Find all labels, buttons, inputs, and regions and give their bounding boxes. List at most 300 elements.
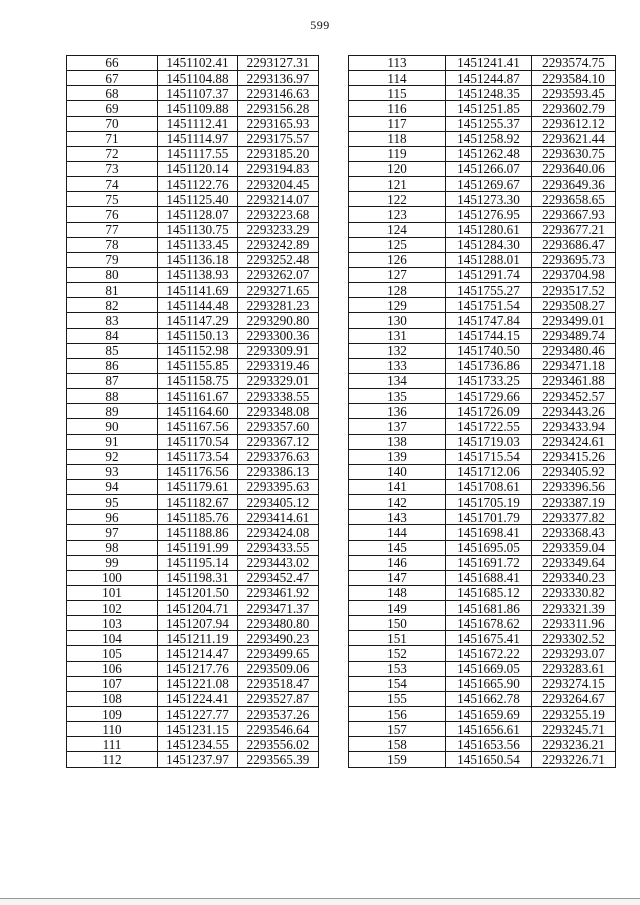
- y-coordinate-cell: 2293602.79: [532, 101, 616, 116]
- table-row: [67, 71, 319, 86]
- x-coordinate-cell: 1451179.61: [158, 479, 238, 494]
- y-coordinate-cell: 2293274.15: [532, 676, 616, 691]
- x-coordinate-cell: 1451234.55: [158, 737, 238, 752]
- y-coordinate-cell: 2293175.57: [238, 131, 319, 146]
- y-coordinate-cell: 2293704.98: [532, 267, 616, 282]
- x-coordinate-cell: 1451237.97: [158, 752, 238, 767]
- table-row: [67, 752, 319, 767]
- x-coordinate-cell: 1451681.86: [446, 601, 532, 616]
- y-coordinate-cell: 2293489.74: [532, 328, 616, 343]
- x-coordinate-cell: 1451650.54: [446, 752, 532, 767]
- y-coordinate-cell: 2293236.21: [532, 737, 616, 752]
- x-coordinate-cell: 1451255.37: [446, 116, 532, 131]
- x-coordinate-cell: 1451273.30: [446, 192, 532, 207]
- y-coordinate-cell: 2293357.60: [238, 419, 319, 434]
- table-row: [349, 343, 616, 358]
- table-row: [349, 56, 616, 71]
- x-coordinate-cell: 1451719.03: [446, 434, 532, 449]
- point-number-cell: 98: [67, 540, 158, 555]
- point-number-cell: 132: [349, 343, 446, 358]
- y-coordinate-cell: 2293387.19: [532, 495, 616, 510]
- table-row: [67, 192, 319, 207]
- table-row: [349, 540, 616, 555]
- point-number-cell: 90: [67, 419, 158, 434]
- point-number-cell: 94: [67, 479, 158, 494]
- table-row: [67, 177, 319, 192]
- table-row: [349, 116, 616, 131]
- point-number-cell: 84: [67, 328, 158, 343]
- x-coordinate-cell: 1451227.77: [158, 707, 238, 722]
- point-number-cell: 128: [349, 283, 446, 298]
- point-number-cell: 92: [67, 449, 158, 464]
- x-coordinate-cell: 1451733.25: [446, 373, 532, 388]
- point-number-cell: 122: [349, 192, 446, 207]
- point-number-cell: 114: [349, 71, 446, 86]
- y-coordinate-cell: 2293338.55: [238, 389, 319, 404]
- x-coordinate-cell: 1451109.88: [158, 101, 238, 116]
- x-coordinate-cell: 1451133.45: [158, 237, 238, 252]
- table-row: [349, 131, 616, 146]
- y-coordinate-cell: 2293424.08: [238, 525, 319, 540]
- y-coordinate-cell: 2293471.37: [238, 601, 319, 616]
- y-coordinate-cell: 2293415.26: [532, 449, 616, 464]
- table-row: [349, 252, 616, 267]
- x-coordinate-cell: 1451207.94: [158, 616, 238, 631]
- table-row: [349, 646, 616, 661]
- point-number-cell: 75: [67, 192, 158, 207]
- x-coordinate-cell: 1451653.56: [446, 737, 532, 752]
- table-row: [349, 283, 616, 298]
- y-coordinate-cell: 2293396.56: [532, 479, 616, 494]
- y-coordinate-cell: 2293329.01: [238, 373, 319, 388]
- table-row: [349, 373, 616, 388]
- table-row: [349, 161, 616, 176]
- point-number-cell: 135: [349, 389, 446, 404]
- table-row: [67, 161, 319, 176]
- y-coordinate-cell: 2293386.13: [238, 464, 319, 479]
- point-number-cell: 67: [67, 71, 158, 86]
- point-number-cell: 113: [349, 56, 446, 71]
- point-number-cell: 105: [67, 646, 158, 661]
- point-number-cell: 147: [349, 570, 446, 585]
- y-coordinate-cell: 2293499.65: [238, 646, 319, 661]
- point-number-cell: 115: [349, 86, 446, 101]
- point-number-cell: 89: [67, 404, 158, 419]
- y-coordinate-cell: 2293452.47: [238, 570, 319, 585]
- x-coordinate-cell: 1451136.18: [158, 252, 238, 267]
- y-coordinate-cell: 2293233.29: [238, 222, 319, 237]
- point-number-cell: 106: [67, 661, 158, 676]
- point-number-cell: 78: [67, 237, 158, 252]
- table-row: [67, 419, 319, 434]
- table-row: [349, 737, 616, 752]
- table-row: [67, 449, 319, 464]
- table-row: [349, 676, 616, 691]
- x-coordinate-cell: 1451701.79: [446, 510, 532, 525]
- y-coordinate-cell: 2293452.57: [532, 389, 616, 404]
- point-number-cell: 95: [67, 495, 158, 510]
- y-coordinate-cell: 2293293.07: [532, 646, 616, 661]
- y-coordinate-cell: 2293300.36: [238, 328, 319, 343]
- point-number-cell: 150: [349, 616, 446, 631]
- table-row: [349, 419, 616, 434]
- point-number-cell: 156: [349, 707, 446, 722]
- x-coordinate-cell: 1451705.19: [446, 495, 532, 510]
- y-coordinate-cell: 2293508.27: [532, 298, 616, 313]
- point-number-cell: 111: [67, 737, 158, 752]
- y-coordinate-cell: 2293695.73: [532, 252, 616, 267]
- x-coordinate-cell: 1451712.06: [446, 464, 532, 479]
- x-coordinate-cell: 1451231.15: [158, 722, 238, 737]
- coordinates-table-right: [348, 55, 616, 768]
- point-number-cell: 149: [349, 601, 446, 616]
- point-number-cell: 158: [349, 737, 446, 752]
- point-number-cell: 125: [349, 237, 446, 252]
- point-number-cell: 137: [349, 419, 446, 434]
- point-number-cell: 159: [349, 752, 446, 767]
- y-coordinate-cell: 2293185.20: [238, 146, 319, 161]
- x-coordinate-cell: 1451185.76: [158, 510, 238, 525]
- table-row: [349, 389, 616, 404]
- table-row: [349, 601, 616, 616]
- point-number-cell: 101: [67, 585, 158, 600]
- x-coordinate-cell: 1451170.54: [158, 434, 238, 449]
- x-coordinate-cell: 1451214.47: [158, 646, 238, 661]
- point-number-cell: 119: [349, 146, 446, 161]
- y-coordinate-cell: 2293527.87: [238, 691, 319, 706]
- y-coordinate-cell: 2293214.07: [238, 192, 319, 207]
- point-number-cell: 99: [67, 555, 158, 570]
- y-coordinate-cell: 2293127.31: [238, 56, 319, 71]
- point-number-cell: 83: [67, 313, 158, 328]
- x-coordinate-cell: 1451740.50: [446, 343, 532, 358]
- table-row: [67, 267, 319, 282]
- point-number-cell: 69: [67, 101, 158, 116]
- table-row: [67, 252, 319, 267]
- point-number-cell: 127: [349, 267, 446, 282]
- x-coordinate-cell: 1451161.67: [158, 389, 238, 404]
- x-coordinate-cell: 1451128.07: [158, 207, 238, 222]
- point-number-cell: 76: [67, 207, 158, 222]
- y-coordinate-cell: 2293226.71: [532, 752, 616, 767]
- point-number-cell: 121: [349, 177, 446, 192]
- y-coordinate-cell: 2293593.45: [532, 86, 616, 101]
- table-row: [349, 434, 616, 449]
- x-coordinate-cell: 1451125.40: [158, 192, 238, 207]
- point-number-cell: 126: [349, 252, 446, 267]
- point-number-cell: 139: [349, 449, 446, 464]
- x-coordinate-cell: 1451150.13: [158, 328, 238, 343]
- table-row: [349, 616, 616, 631]
- y-coordinate-cell: 2293461.88: [532, 373, 616, 388]
- table-row: [67, 631, 319, 646]
- table-row: [67, 691, 319, 706]
- table-row: [349, 707, 616, 722]
- point-number-cell: 157: [349, 722, 446, 737]
- point-number-cell: 148: [349, 585, 446, 600]
- x-coordinate-cell: 1451744.15: [446, 328, 532, 343]
- table-row: [349, 495, 616, 510]
- y-coordinate-cell: 2293471.18: [532, 358, 616, 373]
- x-coordinate-cell: 1451665.90: [446, 676, 532, 691]
- point-number-cell: 136: [349, 404, 446, 419]
- point-number-cell: 74: [67, 177, 158, 192]
- point-number-cell: 138: [349, 434, 446, 449]
- point-number-cell: 107: [67, 676, 158, 691]
- y-coordinate-cell: 2293242.89: [238, 237, 319, 252]
- point-number-cell: 104: [67, 631, 158, 646]
- point-number-cell: 102: [67, 601, 158, 616]
- y-coordinate-cell: 2293414.61: [238, 510, 319, 525]
- point-number-cell: 110: [67, 722, 158, 737]
- y-coordinate-cell: 2293252.48: [238, 252, 319, 267]
- point-number-cell: 120: [349, 161, 446, 176]
- y-coordinate-cell: 2293271.65: [238, 283, 319, 298]
- x-coordinate-cell: 1451262.48: [446, 146, 532, 161]
- x-coordinate-cell: 1451736.86: [446, 358, 532, 373]
- y-coordinate-cell: 2293321.39: [532, 601, 616, 616]
- table-row: [349, 222, 616, 237]
- point-number-cell: 134: [349, 373, 446, 388]
- x-coordinate-cell: 1451715.54: [446, 449, 532, 464]
- y-coordinate-cell: 2293584.10: [532, 71, 616, 86]
- x-coordinate-cell: 1451695.05: [446, 540, 532, 555]
- table-row: [349, 752, 616, 767]
- x-coordinate-cell: 1451211.19: [158, 631, 238, 646]
- table-row: [349, 101, 616, 116]
- y-coordinate-cell: 2293405.92: [532, 464, 616, 479]
- point-number-cell: 97: [67, 525, 158, 540]
- x-coordinate-cell: 1451155.85: [158, 358, 238, 373]
- y-coordinate-cell: 2293461.92: [238, 585, 319, 600]
- x-coordinate-cell: 1451158.75: [158, 373, 238, 388]
- table-row: [67, 116, 319, 131]
- x-coordinate-cell: 1451141.69: [158, 283, 238, 298]
- point-number-cell: 108: [67, 691, 158, 706]
- y-coordinate-cell: 2293319.46: [238, 358, 319, 373]
- x-coordinate-cell: 1451104.88: [158, 71, 238, 86]
- y-coordinate-cell: 2293621.44: [532, 131, 616, 146]
- x-coordinate-cell: 1451107.37: [158, 86, 238, 101]
- x-coordinate-cell: 1451251.85: [446, 101, 532, 116]
- point-number-cell: 100: [67, 570, 158, 585]
- y-coordinate-cell: 2293433.55: [238, 540, 319, 555]
- y-coordinate-cell: 2293565.39: [238, 752, 319, 767]
- point-number-cell: 154: [349, 676, 446, 691]
- y-coordinate-cell: 2293630.75: [532, 146, 616, 161]
- table-row: [67, 237, 319, 252]
- point-number-cell: 140: [349, 464, 446, 479]
- table-row: [67, 707, 319, 722]
- y-coordinate-cell: 2293348.08: [238, 404, 319, 419]
- x-coordinate-cell: 1451269.67: [446, 177, 532, 192]
- y-coordinate-cell: 2293667.93: [532, 207, 616, 222]
- point-number-cell: 153: [349, 661, 446, 676]
- table-row: [349, 631, 616, 646]
- point-number-cell: 72: [67, 146, 158, 161]
- y-coordinate-cell: 2293443.02: [238, 555, 319, 570]
- coordinates-table-left: [66, 55, 319, 768]
- y-coordinate-cell: 2293537.26: [238, 707, 319, 722]
- x-coordinate-cell: 1451755.27: [446, 283, 532, 298]
- y-coordinate-cell: 2293405.12: [238, 495, 319, 510]
- y-coordinate-cell: 2293433.94: [532, 419, 616, 434]
- x-coordinate-cell: 1451152.98: [158, 343, 238, 358]
- table-row: [67, 358, 319, 373]
- x-coordinate-cell: 1451266.07: [446, 161, 532, 176]
- table-row: [67, 661, 319, 676]
- y-coordinate-cell: 2293612.12: [532, 116, 616, 131]
- point-number-cell: 151: [349, 631, 446, 646]
- table-row: [349, 449, 616, 464]
- table-row: [349, 570, 616, 585]
- y-coordinate-cell: 2293311.96: [532, 616, 616, 631]
- x-coordinate-cell: 1451198.31: [158, 570, 238, 585]
- table-row: [67, 328, 319, 343]
- y-coordinate-cell: 2293359.04: [532, 540, 616, 555]
- table-row: [67, 464, 319, 479]
- x-coordinate-cell: 1451167.56: [158, 419, 238, 434]
- point-number-cell: 118: [349, 131, 446, 146]
- x-coordinate-cell: 1451122.76: [158, 177, 238, 192]
- table-row: [67, 646, 319, 661]
- table-row: [67, 722, 319, 737]
- x-coordinate-cell: 1451144.48: [158, 298, 238, 313]
- y-coordinate-cell: 2293290.80: [238, 313, 319, 328]
- y-coordinate-cell: 2293349.64: [532, 555, 616, 570]
- point-number-cell: 109: [67, 707, 158, 722]
- x-coordinate-cell: 1451120.14: [158, 161, 238, 176]
- table-row: [67, 676, 319, 691]
- table-row: [349, 207, 616, 222]
- table-row: [349, 479, 616, 494]
- x-coordinate-cell: 1451112.41: [158, 116, 238, 131]
- point-number-cell: 155: [349, 691, 446, 706]
- point-number-cell: 112: [67, 752, 158, 767]
- point-number-cell: 66: [67, 56, 158, 71]
- y-coordinate-cell: 2293368.43: [532, 525, 616, 540]
- point-number-cell: 129: [349, 298, 446, 313]
- point-number-cell: 70: [67, 116, 158, 131]
- point-number-cell: 88: [67, 389, 158, 404]
- point-number-cell: 77: [67, 222, 158, 237]
- table-row: [349, 661, 616, 676]
- y-coordinate-cell: 2293424.61: [532, 434, 616, 449]
- x-coordinate-cell: 1451204.71: [158, 601, 238, 616]
- x-coordinate-cell: 1451685.12: [446, 585, 532, 600]
- y-coordinate-cell: 2293556.02: [238, 737, 319, 752]
- x-coordinate-cell: 1451221.08: [158, 676, 238, 691]
- y-coordinate-cell: 2293686.47: [532, 237, 616, 252]
- table-row: [349, 328, 616, 343]
- table-row: [349, 404, 616, 419]
- x-coordinate-cell: 1451195.14: [158, 555, 238, 570]
- table-row: [349, 267, 616, 282]
- x-coordinate-cell: 1451224.41: [158, 691, 238, 706]
- table-row: [349, 585, 616, 600]
- table-row: [67, 343, 319, 358]
- x-coordinate-cell: 1451672.22: [446, 646, 532, 661]
- point-number-cell: 124: [349, 222, 446, 237]
- x-coordinate-cell: 1451176.56: [158, 464, 238, 479]
- point-number-cell: 144: [349, 525, 446, 540]
- x-coordinate-cell: 1451138.93: [158, 267, 238, 282]
- x-coordinate-cell: 1451675.41: [446, 631, 532, 646]
- x-coordinate-cell: 1451747.84: [446, 313, 532, 328]
- x-coordinate-cell: 1451173.54: [158, 449, 238, 464]
- x-coordinate-cell: 1451688.41: [446, 570, 532, 585]
- table-row: [67, 283, 319, 298]
- x-coordinate-cell: 1451164.60: [158, 404, 238, 419]
- y-coordinate-cell: 2293223.68: [238, 207, 319, 222]
- table-row: [67, 540, 319, 555]
- y-coordinate-cell: 2293499.01: [532, 313, 616, 328]
- y-coordinate-cell: 2293264.67: [532, 691, 616, 706]
- y-coordinate-cell: 2293658.65: [532, 192, 616, 207]
- x-coordinate-cell: 1451244.87: [446, 71, 532, 86]
- y-coordinate-cell: 2293649.36: [532, 177, 616, 192]
- x-coordinate-cell: 1451191.99: [158, 540, 238, 555]
- table-row: [67, 570, 319, 585]
- y-coordinate-cell: 2293367.12: [238, 434, 319, 449]
- x-coordinate-cell: 1451147.29: [158, 313, 238, 328]
- table-row: [67, 389, 319, 404]
- x-coordinate-cell: 1451114.97: [158, 131, 238, 146]
- y-coordinate-cell: 2293443.26: [532, 404, 616, 419]
- point-number-cell: 73: [67, 161, 158, 176]
- table-row: [67, 373, 319, 388]
- y-coordinate-cell: 2293156.28: [238, 101, 319, 116]
- point-number-cell: 86: [67, 358, 158, 373]
- table-row: [349, 298, 616, 313]
- point-number-cell: 68: [67, 86, 158, 101]
- table-row: [67, 298, 319, 313]
- x-coordinate-cell: 1451117.55: [158, 146, 238, 161]
- point-number-cell: 141: [349, 479, 446, 494]
- table-row: [67, 131, 319, 146]
- table-row: [67, 404, 319, 419]
- point-number-cell: 145: [349, 540, 446, 555]
- x-coordinate-cell: 1451722.55: [446, 419, 532, 434]
- y-coordinate-cell: 2293574.75: [532, 56, 616, 71]
- table-row: [349, 464, 616, 479]
- x-coordinate-cell: 1451241.41: [446, 56, 532, 71]
- point-number-cell: 81: [67, 283, 158, 298]
- table-row: [67, 101, 319, 116]
- point-number-cell: 116: [349, 101, 446, 116]
- table-row: [67, 313, 319, 328]
- point-number-cell: 142: [349, 495, 446, 510]
- table-row: [349, 691, 616, 706]
- point-number-cell: 103: [67, 616, 158, 631]
- y-coordinate-cell: 2293194.83: [238, 161, 319, 176]
- y-coordinate-cell: 2293204.45: [238, 177, 319, 192]
- x-coordinate-cell: 1451708.61: [446, 479, 532, 494]
- table-body-left: [67, 56, 319, 768]
- y-coordinate-cell: 2293518.47: [238, 676, 319, 691]
- table-row: [67, 737, 319, 752]
- x-coordinate-cell: 1451130.75: [158, 222, 238, 237]
- y-coordinate-cell: 2293302.52: [532, 631, 616, 646]
- table-row: [67, 495, 319, 510]
- point-number-cell: 131: [349, 328, 446, 343]
- table-body-right: [349, 56, 616, 768]
- point-number-cell: 85: [67, 343, 158, 358]
- point-number-cell: 71: [67, 131, 158, 146]
- x-coordinate-cell: 1451751.54: [446, 298, 532, 313]
- y-coordinate-cell: 2293377.82: [532, 510, 616, 525]
- y-coordinate-cell: 2293480.46: [532, 343, 616, 358]
